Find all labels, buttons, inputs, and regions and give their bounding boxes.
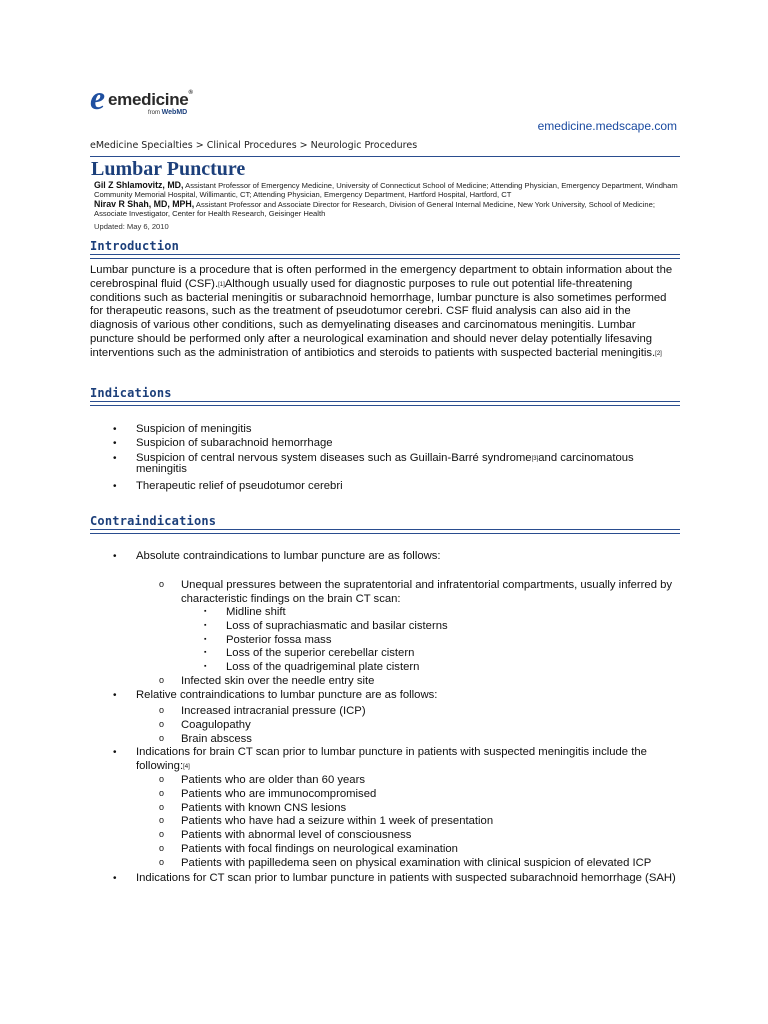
list-item: o Patients with known CNS lesions <box>159 801 347 814</box>
list-item: ▪ Loss of the superior cerebellar cistern <box>204 647 415 660</box>
bullet-icon: • <box>113 480 117 492</box>
list-item: o Patients who are older than 60 years <box>159 774 365 786</box>
list-item: • Indications for CT scan prior to lumbar puncture in patients with suspected subarachnoid hemorrhage (SAH) <box>113 872 676 884</box>
section-rule-contraindications <box>90 529 680 534</box>
author-2: Nirav R Shah, MD, MPH, Assistant Professor and Associate Director for Research, Division of General Internal Medicine, New York University, School of Medicine; Associate Investigator, Center for Health Research, Geisinger Health <box>94 198 655 218</box>
circle-bullet-icon: o <box>159 815 165 826</box>
square-bullet-icon: ▪ <box>204 608 207 615</box>
ct-meningitis-item <box>113 746 680 774</box>
bullet-icon: • <box>113 747 117 758</box>
breadcrumb[interactable]: eMedicine Specialties > Clinical Procedures > Neurologic Procedures <box>90 140 418 151</box>
list-item: o Infected skin over the needle entry site <box>159 675 375 687</box>
bullet-icon: • <box>113 437 117 449</box>
circle-bullet-icon: o <box>159 829 165 840</box>
section-heading-introduction: Introduction <box>90 239 180 253</box>
list-item: • Indications for brain CT scan prior to lumbar puncture in patients with suspected meningitis include the following:[4] <box>113 746 647 772</box>
list-item: ▪ Midline shift <box>204 606 286 618</box>
circle-bullet-icon: o <box>159 774 165 784</box>
list-item: o Unequal pressures between the supratentorial and infratentorial compartments, usually inferred by characteristic findings on the brain CT scan: <box>159 579 673 605</box>
section-rule-indications <box>90 401 680 406</box>
indications-list <box>113 423 680 493</box>
emedicine-logo[interactable] <box>90 80 200 122</box>
list-item: o Patients who have had a seizure within 1 week of presentation <box>159 815 494 828</box>
list-item: o Patients who are immunocompromised <box>159 787 377 800</box>
circle-bullet-icon: o <box>159 856 165 867</box>
circle-bullet-icon: o <box>159 842 165 853</box>
section-rule-introduction <box>90 254 680 259</box>
square-bullet-icon: ▪ <box>204 649 207 657</box>
ct-sah-item <box>113 872 680 886</box>
reference-link[interactable]: [4] <box>183 763 190 770</box>
bullet-icon: • <box>113 424 117 435</box>
square-bullet-icon: ▪ <box>204 635 207 643</box>
circle-bullet-icon: o <box>159 705 165 715</box>
introduction-paragraph: Lumbar puncture is a procedure that is often performed in the emergency department to obtain information about the cerebrospinal fluid (CSF).[1]Although usually used for diagnostic purposes to rule out potential life-threatening conditions such as bacterial meningitis or subarachnoid hemorrhage, lumbar puncture is also sometimes performed for therapeutic reasons, such as the treatment of pseudotumor cerebri. CSF fluid analysis can also aid in the diagnosis of various other conditions, such as demyelinating diseases and carcinomatous meningitis. Lumbar puncture should be performed only after a neurological examination and should never delay potentially lifesaving interventions such as the administration of antibiotics and steroids to patients with suspected bacterial meningitis.[2] <box>90 264 673 359</box>
list-item: • Suspicion of subarachnoid hemorrhage <box>113 436 333 449</box>
author-list <box>94 181 684 218</box>
bullet-icon: • <box>113 690 117 701</box>
list-item: o Patients with abnormal level of consciousness <box>159 829 412 842</box>
author-1: Gil Z Shlamovitz, MD, Assistant Professor of Emergency Medicine, University of Connecticut School of Medicine; Attending Physician, Emergency Department, Windham Community Memorial Hospital, Willimantic, CT; Attending Physician, Emergency Department, Hartford Hospital, Hartford, CT <box>94 180 678 200</box>
circle-bullet-icon: o <box>159 732 165 743</box>
absolute-contraindications <box>113 550 680 564</box>
ct-findings-list <box>204 606 680 675</box>
bullet-icon: • <box>113 452 117 464</box>
bullet-icon: • <box>113 873 117 884</box>
reference-link[interactable]: [2] <box>655 350 662 357</box>
list-item: ▪ Loss of suprachiasmatic and basilar cisterns <box>204 619 448 632</box>
circle-bullet-icon: o <box>159 675 165 685</box>
list-item: ▪ Posterior fossa mass <box>204 633 332 646</box>
relative-contraindications <box>113 689 680 703</box>
reference-link[interactable]: [3] <box>531 455 539 462</box>
unequal-pressures-list <box>159 579 680 607</box>
circle-bullet-icon: o <box>159 801 165 812</box>
circle-bullet-icon: o <box>159 579 165 589</box>
list-item: • Absolute contraindications to lumbar puncture are as follows: <box>113 550 441 562</box>
list-item: • Therapeutic relief of pseudotumor cerebri <box>113 479 343 492</box>
list-item: o Coagulopathy <box>159 718 251 731</box>
list-item: o Patients with focal findings on neurological examination <box>159 842 458 855</box>
reference-link[interactable]: [1] <box>218 281 225 288</box>
infected-skin-list <box>159 675 680 689</box>
list-item: ▪ Loss of the quadrigeminal plate cistern <box>204 661 420 674</box>
list-item: • Relative contraindications to lumbar puncture are as follows: <box>113 689 438 701</box>
list-item: o Patients with papilledema seen on physical examination with clinical suspicion of elevated ICP <box>159 856 652 869</box>
circle-bullet-icon: o <box>159 787 165 798</box>
list-item: • Suspicion of meningitis <box>113 423 252 435</box>
logo-e-glyph: e <box>90 80 106 117</box>
updated-date: Updated: May 6, 2010 <box>94 222 169 231</box>
logo-tagline: from WebMD <box>148 109 188 116</box>
page-title: Lumbar Puncture <box>91 158 246 180</box>
square-bullet-icon: ▪ <box>204 663 207 671</box>
list-item: • Suspicion of central nervous system diseases such as Guillain-Barré syndrome[3]and carcinomatous meningitis <box>113 451 634 476</box>
list-item: o Increased intracranial pressure (ICP) <box>159 705 366 717</box>
bullet-icon: • <box>113 551 117 562</box>
relative-items-list <box>159 705 680 746</box>
site-url-link[interactable]: emedicine.medscape.com <box>537 119 677 133</box>
circle-bullet-icon: o <box>159 718 165 729</box>
square-bullet-icon: ▪ <box>204 621 207 629</box>
title-rule <box>90 156 680 157</box>
logo-wordmark: emedicine® <box>108 90 193 109</box>
section-heading-indications: Indications <box>90 386 172 400</box>
list-item: o Brain abscess <box>159 732 252 745</box>
section-heading-contraindications: Contraindications <box>90 514 217 528</box>
meningitis-ct-list <box>159 774 680 871</box>
